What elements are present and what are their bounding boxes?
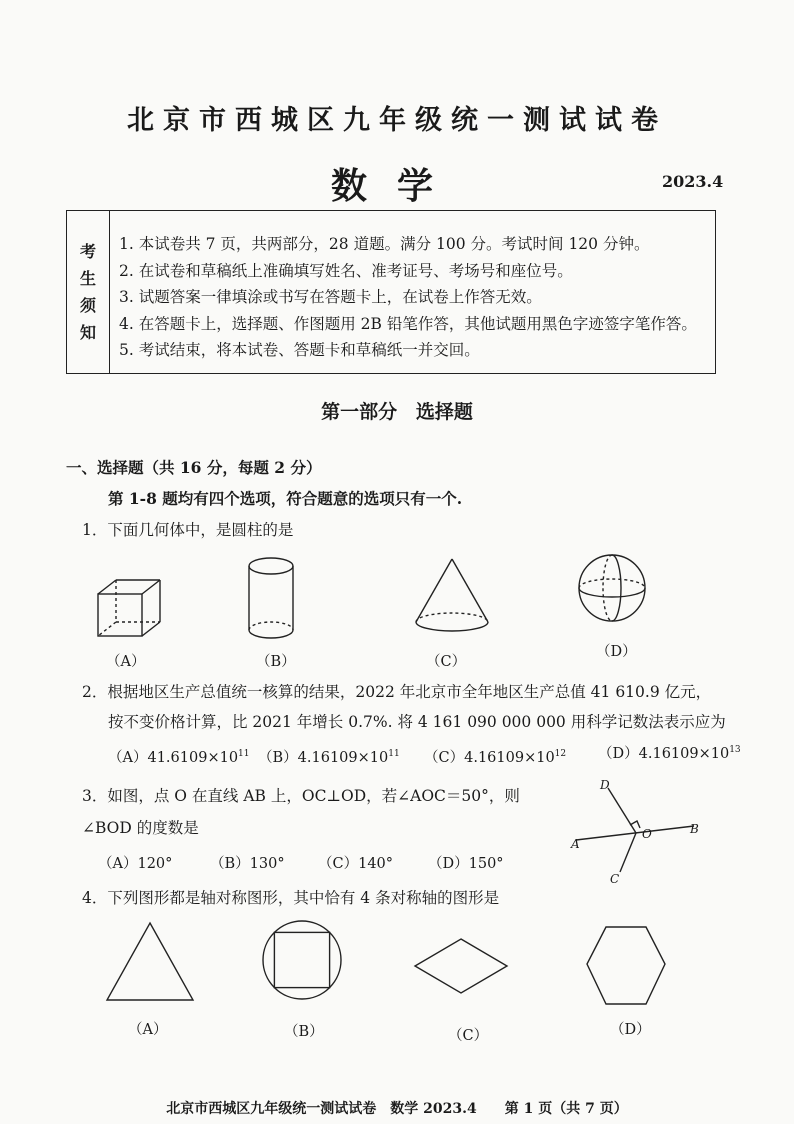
q3-option-c: （C）140° [318, 856, 394, 872]
page-footer: 北京市西城区九年级统一测试试卷 数学 2023.4 第 1 页（共 7 页） [166, 1101, 628, 1117]
fig-label-d: D [600, 778, 610, 792]
option-mantissa: 4.16109×10 [297, 750, 389, 766]
option-mantissa: 4.16109×10 [638, 746, 730, 762]
q4-label-c: （C） [448, 1028, 489, 1044]
q3-option-b: （B）130° [210, 856, 285, 872]
notice-item: 3. 试题答案一律填涂或书写在答题卡上，在试卷上作答无效。 [119, 288, 542, 307]
exam-date: 2023.4 [662, 172, 724, 191]
ray-od [608, 788, 636, 833]
sphere-figure [576, 552, 648, 624]
option-exponent: 13 [729, 745, 741, 756]
q2-stem-line2: 按不变价格计算，比 2021 年增长 0.7%. 将 4 161 090 000 000 用科学记数法表示应为 [108, 713, 726, 731]
option-mantissa: 41.6109×10 [147, 750, 239, 766]
q1-label-a: （A） [106, 654, 146, 670]
notice-item: 4. 在答题卡上，选择题、作图题用 2B 铅笔作答，其他试题用黑色字迹签字笔作答。 [119, 314, 697, 333]
option-label: （B） [258, 750, 298, 766]
section-instruction: 第 1-8 题均有四个选项，符合题意的选项只有一个. [108, 489, 463, 508]
notice-label-char: 生 [79, 269, 96, 288]
notice-item: 5. 考试结束，将本试卷、答题卡和草稿纸一并交回。 [119, 341, 480, 360]
q4-stem: 4．下列图形都是轴对称图形，其中恰有 4 条对称轴的图形是 [82, 889, 500, 907]
candidate-notice-box [66, 210, 716, 374]
circle-square-figure [260, 918, 344, 1002]
notice-label-char: 考 [79, 242, 96, 261]
notice-item: 2. 在试卷和草稿纸上准确填写姓名、准考证号、考场号和座位号。 [119, 261, 573, 280]
q1-label-c: （C） [426, 654, 467, 670]
notice-label-char: 知 [79, 323, 96, 342]
part-heading [0, 397, 794, 424]
option-label: （D） [598, 746, 639, 762]
q2-option-b [258, 746, 400, 767]
subject-title: 数学 [330, 165, 463, 207]
fig-label-b: B [690, 822, 699, 836]
notice-label-char: 须 [79, 296, 96, 315]
q4-label-d: （D） [610, 1022, 651, 1038]
q4-label-b: （B） [284, 1024, 324, 1040]
q1-label-b: （B） [256, 654, 296, 670]
cone-figure [412, 556, 492, 636]
q2-stem-line1: 2．根据地区生产总值统一核算的结果，2022 年北京市全年地区生产总值 41 610.9 亿元， [82, 683, 712, 701]
q1-stem: 1．下面几何体中，是圆柱的是 [82, 521, 294, 539]
q3-stem-line1: 3．如图，点 O 在直线 AB 上，OC⊥OD，若∠AOC＝50°，则 [82, 787, 520, 805]
option-label: （C） [424, 750, 465, 766]
exam-title: 北京市西城区九年级统一测试试卷 [127, 105, 667, 136]
ray-oc [620, 833, 636, 872]
fig-label-o: O [642, 827, 652, 841]
notice-label [67, 211, 110, 373]
q3-option-a: （A）120° [98, 856, 173, 872]
q1-label-d: （D） [596, 644, 637, 660]
notice-item: 1. 本试卷共 7 页，共两部分，28 道题。满分 100 分。考试时间 120 分钟。 [119, 235, 650, 253]
option-label: （A） [108, 750, 148, 766]
q2-option-c [424, 746, 566, 767]
q4-label-a: （A） [128, 1022, 168, 1038]
angle-figure [568, 778, 708, 890]
q3-option-d: （D）150° [428, 856, 504, 872]
option-exponent: 11 [388, 749, 400, 760]
option-mantissa: 4.16109×10 [464, 750, 555, 766]
fig-label-a: A [571, 837, 580, 851]
rhombus-figure [412, 936, 510, 996]
q2-option-d [598, 742, 741, 763]
option-exponent: 12 [554, 749, 567, 760]
part-number: 第一部分 [321, 401, 398, 423]
triangle-figure [104, 920, 196, 1004]
q3-stem-line2: ∠BOD 的度数是 [82, 819, 199, 837]
line-ab [576, 826, 694, 840]
cube-front-face [98, 594, 142, 636]
fig-label-c: C [610, 872, 620, 886]
notice-list [119, 231, 697, 364]
cylinder-figure [246, 556, 296, 642]
option-exponent: 11 [238, 749, 250, 760]
section-heading: 一、选择题（共 16 分，每题 2 分） [66, 458, 322, 477]
q2-option-a [108, 746, 250, 767]
cube-figure [96, 578, 162, 638]
part-type: 选择题 [415, 401, 473, 423]
hexagon-figure [584, 924, 668, 1010]
